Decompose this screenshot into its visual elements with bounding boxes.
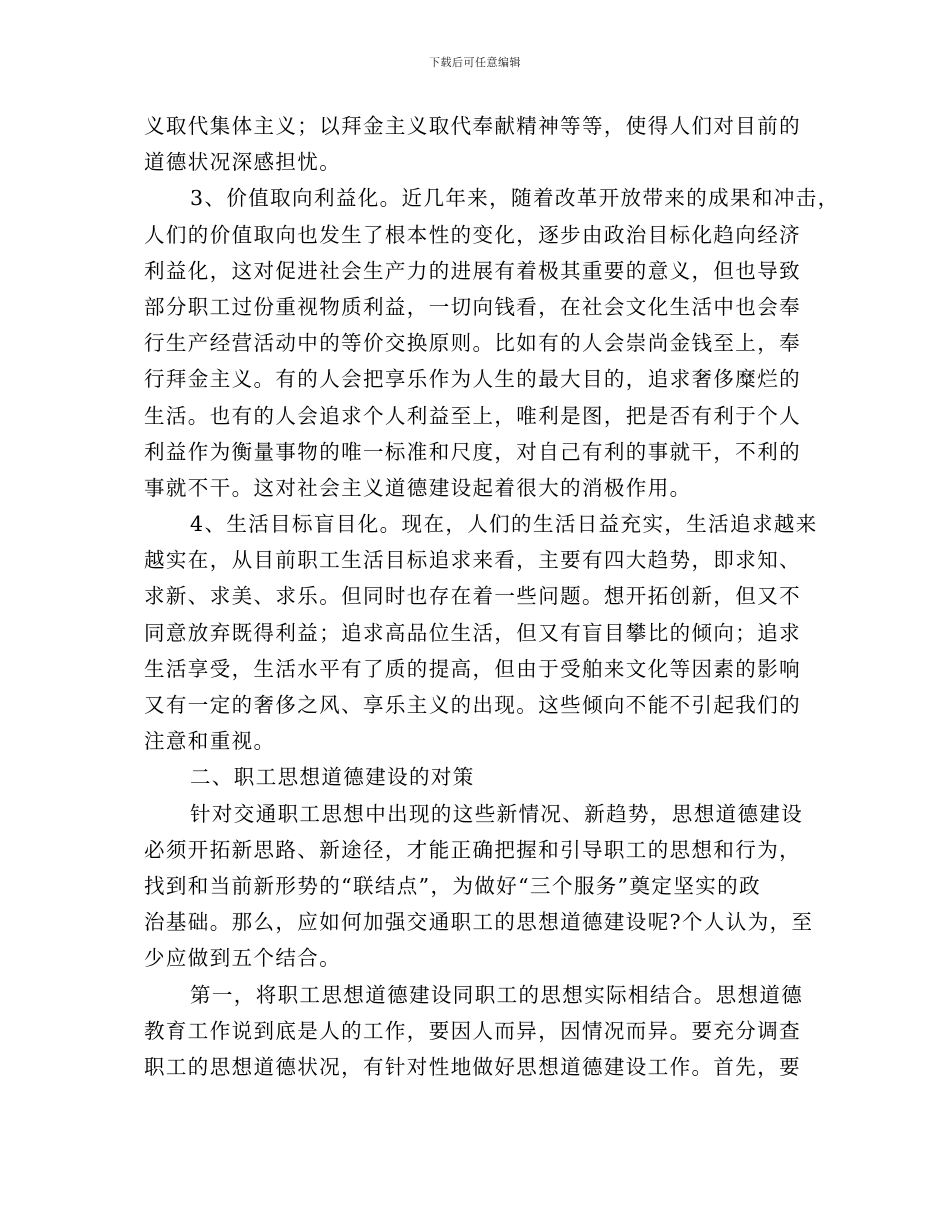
text-line: 二、职工思想道德建设的对策 <box>190 765 475 790</box>
text-line: 同意放弃既得利益；追求高品位生活，但又有盲目攀比的倾向；追求 <box>144 620 801 645</box>
text-line: 针对交通职工思想中出现的这些新情况、新趋势，思想道德建设 <box>190 801 804 826</box>
text-line: 注意和重视。 <box>144 729 276 754</box>
text-line: 义取代集体主义；以拜金主义取代奉献精神等等，使得人们对目前的 <box>144 114 801 138</box>
text-line: 必须开拓新思路、新途径，才能正确把握和引导职工的思想和行为， <box>144 837 801 862</box>
text-line: 道德状况深感担忧。 <box>144 150 342 175</box>
text-line: 人们的价值取向也发生了根本性的变化，逐步由政治目标化趋向经济 <box>144 222 801 247</box>
text-line: 行拜金主义。有的人会把享乐作为人生的最大目的，追求奢侈糜烂的 <box>144 367 801 392</box>
text-line: 部分职工过份重视物质利益，一切向钱看，在社会文化生活中也会奉 <box>144 294 801 319</box>
text-line: 治基础。那么，应如何加强交通职工的思想道德建设呢?个人认为，至 <box>144 910 814 935</box>
text-line: 利益化，这对促进社会生产力的进展有着极其重要的意义，但也导致 <box>144 258 801 283</box>
text-line: 生活。也有的人会追求个人利益至上，唯利是图，把是否有利于个人 <box>144 403 801 428</box>
text-line: 生活享受，生活水平有了质的提高，但由于受舶来文化等因素的影响 <box>144 656 801 681</box>
text-line: 少应做到五个结合。 <box>144 946 342 971</box>
text-line: 职工的思想道德状况，有针对性地做好思想道德建设工作。首先，要 <box>144 1054 801 1079</box>
document-body <box>0 108 950 1085</box>
text-line: 行生产经营活动中的等价交换原则。比如有的人会崇尚金钱至上，奉 <box>144 331 801 356</box>
text-line: 越实在，从目前职工生活目标追求来看，主要有四大趋势，即求知、 <box>144 548 801 573</box>
text-line: 又有一定的奢侈之风、享乐主义的出现。这些倾向不能不引起我们的 <box>144 693 801 717</box>
text-line: 教育工作说到底是人的工作，要因人而异，因情况而异。要充分调查 <box>144 1018 801 1043</box>
text-line: 第一，将职工思想道德建设同职工的思想实际相结合。思想道德 <box>190 982 804 1007</box>
text-line: 找到和当前新形势的“联结点”，为做好“三个服务”奠定坚实的政 <box>144 873 761 898</box>
text-line: 4、生活目标盲目化。现在，人们的生活日益充实，生活追求越来 <box>190 512 818 537</box>
text-line: 求新、求美、求乐。但同时也存在着一些问题。想开拓创新，但又不 <box>144 584 801 609</box>
text-line: 利益作为衡量事物的唯一标准和尺度，对自己有利的事就干，不利的 <box>144 439 801 464</box>
page-header: 下载后可任意编辑 <box>429 56 521 69</box>
text-line: 事就不干。这对社会主义道德建设起着很大的消极作用。 <box>144 475 692 500</box>
text-line: 3、价值取向利益化。近几年来，随着改革开放带来的成果和冲击， <box>190 186 840 211</box>
